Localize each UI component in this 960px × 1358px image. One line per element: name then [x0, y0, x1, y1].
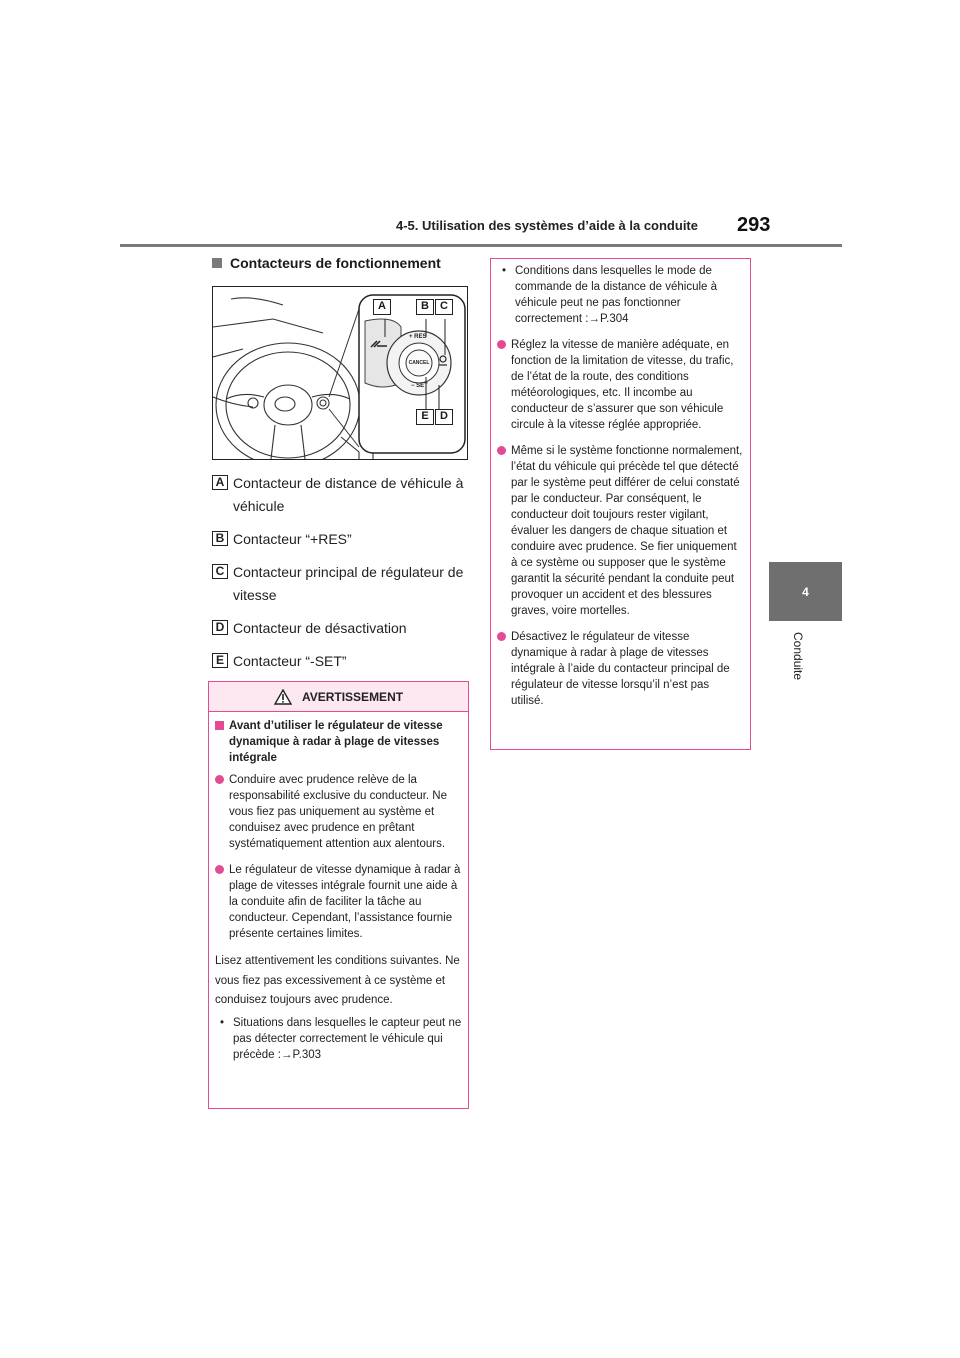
callout-a: A — [373, 299, 391, 315]
legend-item-b — [212, 528, 468, 551]
warning-bullet-2 — [215, 862, 462, 942]
legend-text-c: Contacteur principal de régulateur de vitesse — [233, 564, 464, 603]
legend-badge-c: C — [212, 564, 228, 579]
header-divider — [120, 244, 842, 247]
bullet-dot-icon — [497, 632, 506, 641]
warning-heading-text: Avant d’utiliser le régulateur de vitesse dynamique à radar à plage de vitesses intégrale — [229, 720, 443, 764]
warning-body — [209, 712, 468, 1063]
warning-bullet-2-text: Le régulateur de vitesse dynamique à radar à plage de vitesses intégrale fournit une aide à la conduite afin de faciliter la tâche au conducteur. Cependant, l’assistance fournie présente certaines limites. — [229, 864, 461, 940]
bullet-dot-icon — [215, 775, 224, 784]
warning-square-icon — [215, 721, 224, 730]
warning-bullet-1-text: Conduire avec prudence relève de la responsabilité exclusive du conducteur. Ne vous fiez pas uniquement au système et conduisez avec prudence en prêtant systématiquement attention aux alentours. — [229, 774, 447, 850]
callout-legend — [212, 472, 468, 683]
legend-item-e — [212, 650, 468, 673]
legend-text-e: Contacteur “-SET” — [233, 653, 347, 669]
warning-bullet-1 — [215, 772, 462, 852]
warning-heading — [215, 718, 462, 766]
cancel-button-label: CANCEL — [408, 360, 430, 366]
legend-badge-d: D — [212, 620, 228, 635]
warning-box — [208, 681, 469, 1109]
chapter-label: Conduite — [791, 632, 805, 681]
legend-badge-b: B — [212, 531, 228, 546]
section-heading — [212, 255, 441, 271]
right-dash-item — [497, 263, 744, 327]
legend-item-a — [212, 472, 468, 518]
legend-badge-a: A — [212, 475, 228, 490]
callout-b: B — [416, 299, 434, 315]
right-bullet-1 — [497, 337, 744, 433]
bullet-dot-icon — [497, 446, 506, 455]
right-dash-text: Conditions dans lesquelles le mode de commande de la distance de véhicule à véhicule peut ne pas fonctionner correctement :→P.304 — [515, 265, 718, 325]
callout-e: E — [416, 409, 434, 425]
legend-badge-e: E — [212, 653, 228, 668]
right-bullet-2 — [497, 443, 744, 619]
right-bullet-3-text: Désactivez le régulateur de vitesse dynamique à radar à plage de vitesses intégrale à l’aide du contacteur principal de régulateur de vitesse lorsqu’il n’est pas utilisé. — [511, 631, 730, 707]
legend-item-c — [212, 561, 468, 607]
steering-wheel-illustration — [212, 286, 468, 460]
chapter-tab: 4 — [769, 562, 842, 621]
section-title: 4-5. Utilisation des systèmes d’aide à la conduite — [396, 218, 698, 233]
heading-square-icon — [212, 258, 222, 268]
warning-paragraph: Lisez attentivement les conditions suivantes. Ne vous fiez pas excessivement à ce système et conduisez toujours avec prudence. — [215, 955, 460, 1007]
legend-text-d: Contacteur de désactivation — [233, 620, 407, 636]
warning-title: AVERTISSEMENT — [301, 689, 404, 704]
warning-header — [209, 682, 468, 712]
set-button-label: − SET — [411, 383, 428, 389]
right-bullet-2-text: Même si le système fonctionne normalement, l’état du véhicule qui précède tel que détecté par le système peut différer de celui constaté par le conducteur. Par conséquent, le conducteur doit toujours rester vigilant, évaluer les dangers de chaque situation et conduire avec prudence. Se fier uniquement à ce système ou supposer que le système garantit la sécurité pendant la conduite peut provoquer un accident et des blessures graves, voire mortelles. — [511, 445, 743, 617]
bullet-dot-icon — [497, 340, 506, 349]
warning-dash-text: Situations dans lesquelles le capteur peut ne pas détecter correctement le véhicule qui précède :→P.303 — [233, 1016, 462, 1061]
callout-d: D — [435, 409, 453, 425]
section-heading-text: Contacteurs de fonctionnement — [230, 255, 441, 271]
right-bullet-3 — [497, 629, 744, 709]
dash-marker: • — [220, 1016, 225, 1029]
legend-text-a: Contacteur de distance de véhicule à véhicule — [233, 475, 464, 514]
legend-item-d — [212, 617, 468, 640]
right-bullet-1-text: Réglez la vitesse de manière adéquate, en fonction de la limitation de vitesse, du trafic, de l’état de la route, des conditions météorologiques, etc. Il incombe au conducteur de s’assurer que son véhicule circule à la vitesse réglée appropriée. — [511, 339, 734, 431]
bullet-dot-icon — [215, 865, 224, 874]
res-button-label: + RES — [409, 334, 427, 340]
legend-text-b: Contacteur “+RES” — [233, 531, 352, 547]
warning-triangle-icon — [274, 689, 292, 705]
callout-c: C — [435, 299, 453, 315]
warning-continuation-box — [490, 258, 751, 750]
dash-marker: • — [502, 265, 507, 277]
warning-dash-item — [215, 1015, 462, 1063]
page-number: 293 — [737, 214, 771, 236]
